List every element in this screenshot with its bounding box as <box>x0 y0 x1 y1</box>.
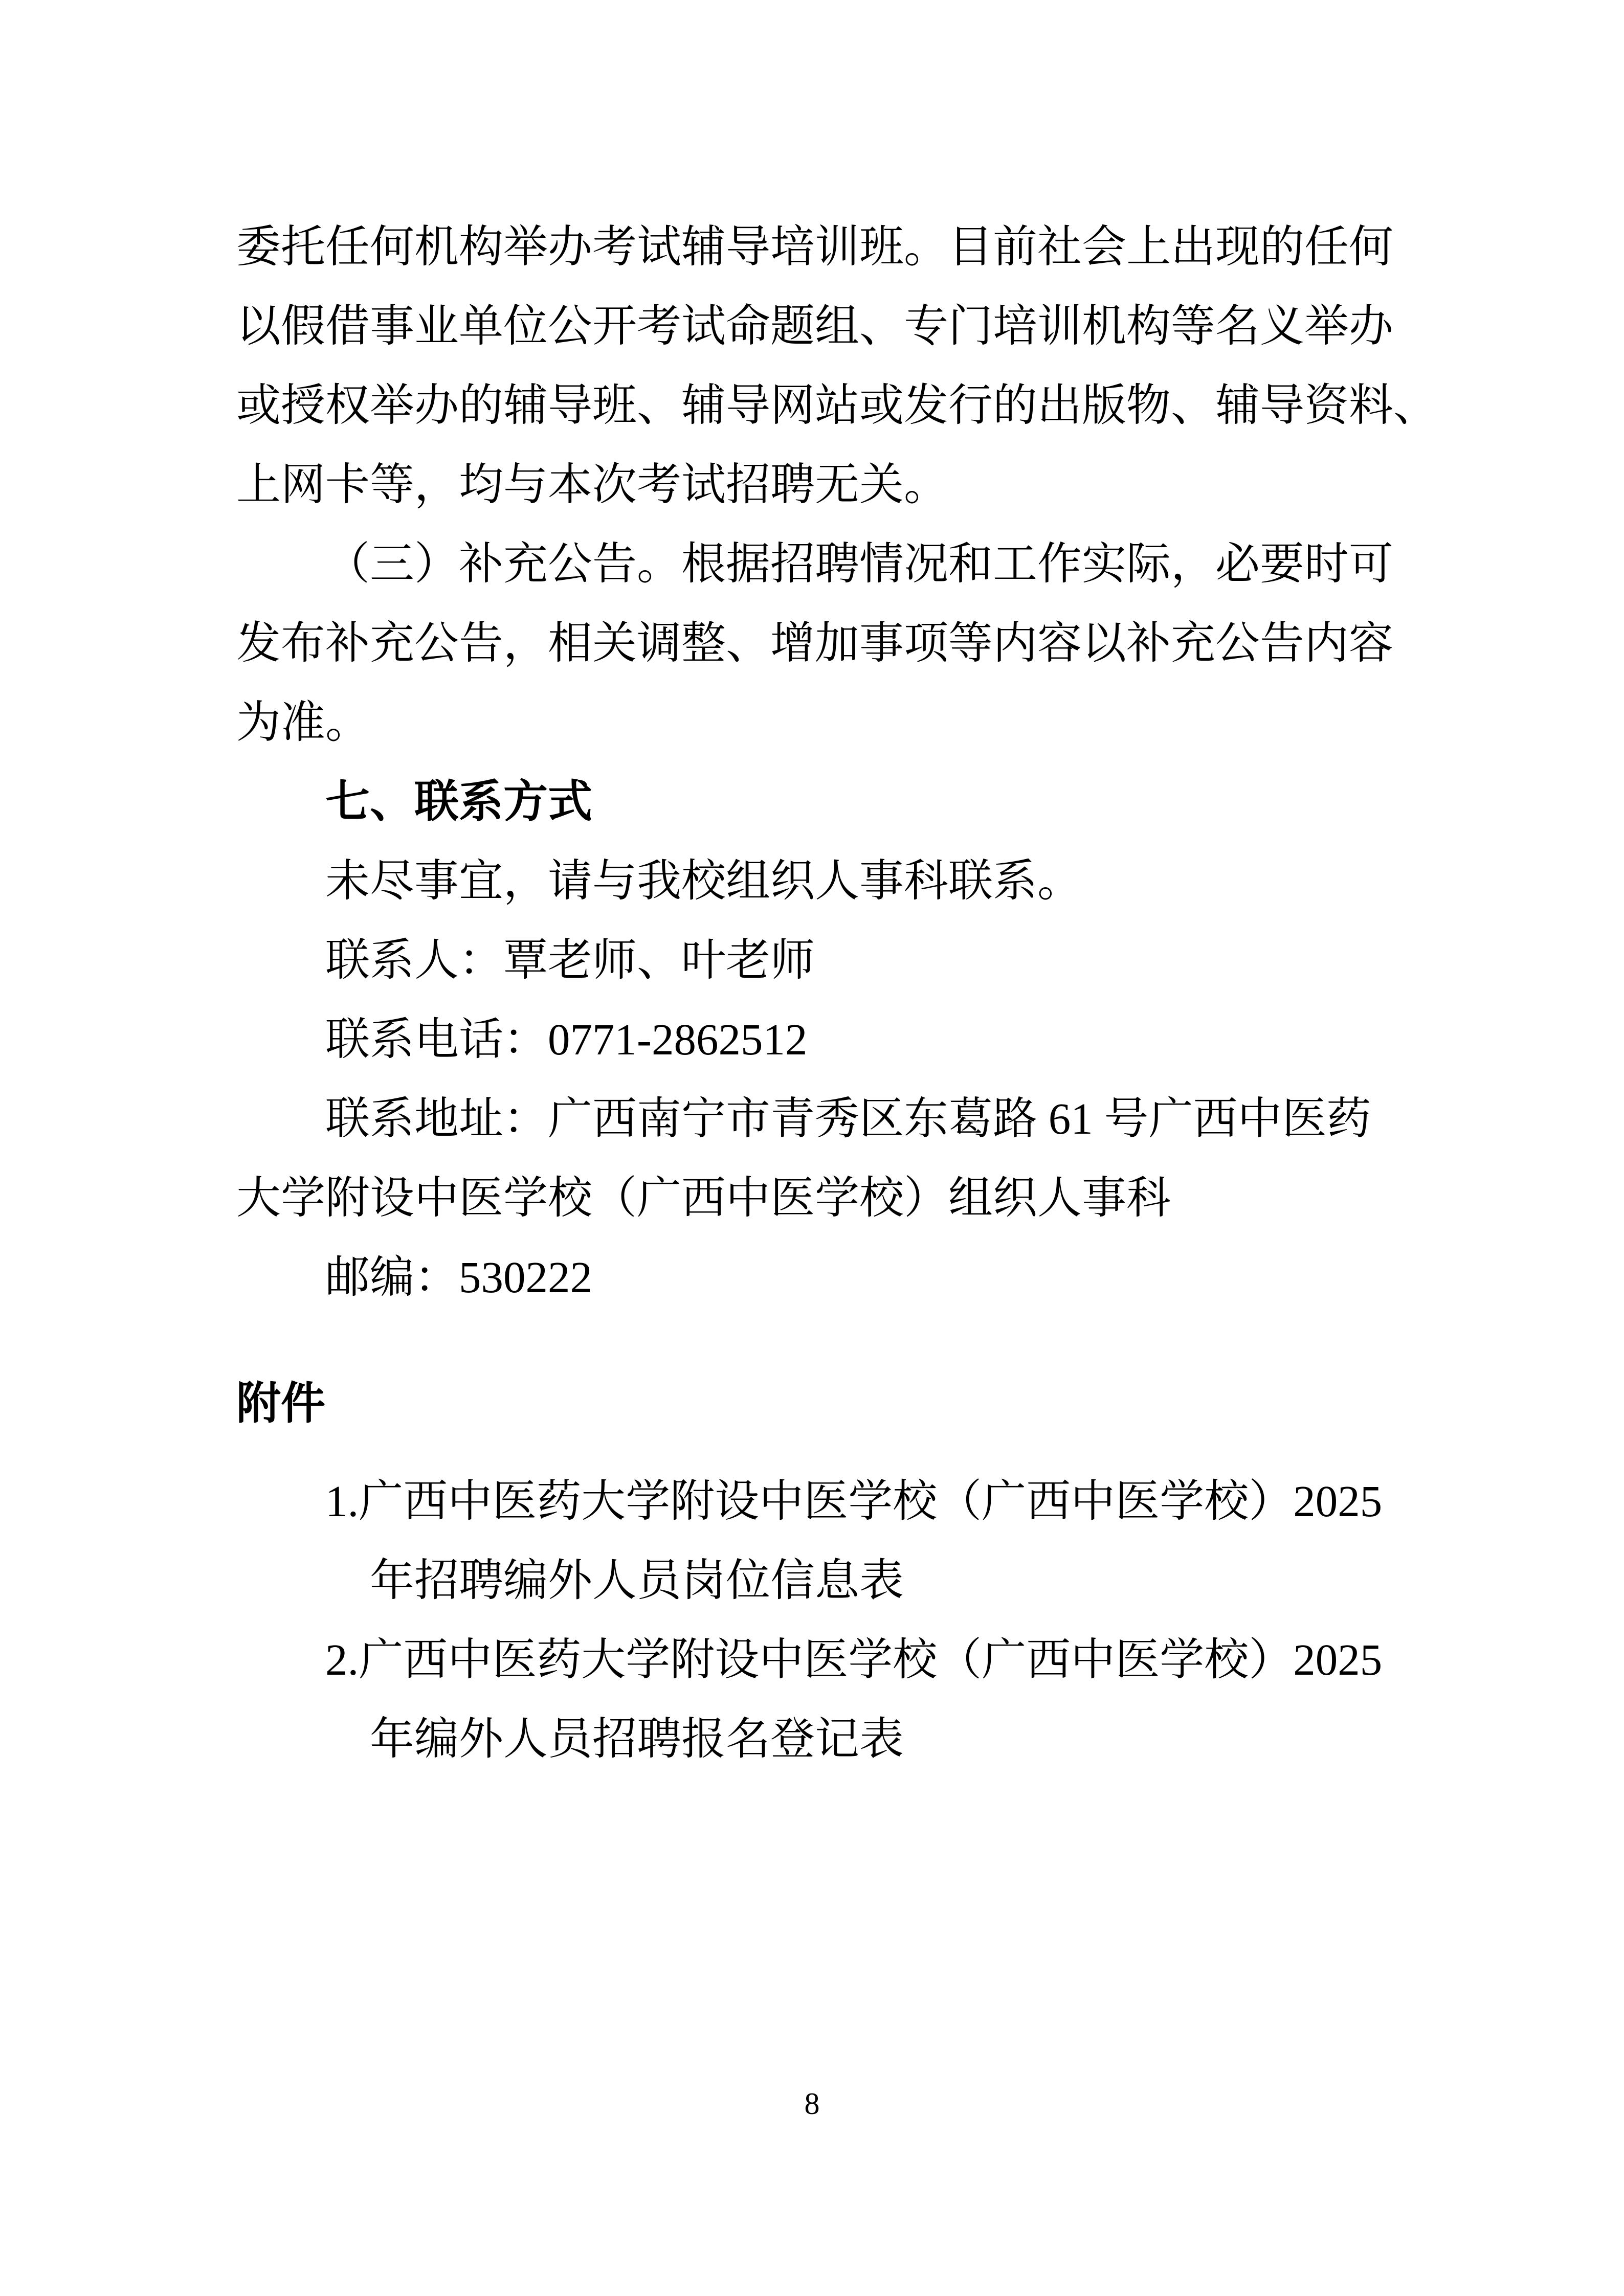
para-supplementary-notice-line1: （三）补充公告。根据招聘情况和工作实际，必要时可 <box>325 539 1393 589</box>
attachment-item2-line1: 2.广西中医药大学附设中医学校（广西中医学校）2025 <box>325 1635 1383 1684</box>
contact-person: 联系人：覃老师、叶老师 <box>325 935 815 985</box>
contact-address-line2: 大学附设中医学校（广西中医学校）组织人事科 <box>236 1173 1171 1223</box>
para-exam-training-line4: 上网卡等，均与本次考试招聘无关。 <box>236 460 948 509</box>
contact-address-line1: 联系地址：广西南宁市青秀区东葛路 61 号广西中医药 <box>325 1094 1371 1143</box>
attachments-heading: 附件 <box>236 1379 325 1428</box>
document-body <box>236 207 1438 1779</box>
section-heading-contact: 七、联系方式 <box>325 777 592 826</box>
para-exam-training-line3: 或授权举办的辅导班、辅导网站或发行的出版物、辅导资料、 <box>236 380 1438 430</box>
attachment-item1-line1: 1.广西中医药大学附设中医学校（广西中医学校）2025 <box>325 1476 1383 1526</box>
para-exam-training-line2: 以假借事业单位公开考试命题组、专门培训机构等名义举办 <box>236 301 1393 351</box>
attachment-item2-line2: 年编外人员招聘报名登记表 <box>370 1714 904 1764</box>
para-exam-training-line1: 委托任何机构举办考试辅导培训班。目前社会上出现的任何 <box>236 222 1393 272</box>
page-number: 8 <box>804 2087 820 2121</box>
contact-postal-code: 邮编：530222 <box>325 1252 592 1302</box>
attachment-item1-line2: 年招聘编外人员岗位信息表 <box>370 1556 904 1605</box>
para-supplementary-notice-line3: 为准。 <box>236 697 370 747</box>
para-supplementary-notice-line2: 发布补充公告，相关调整、增加事项等内容以补充公告内容 <box>236 618 1393 668</box>
contact-phone: 联系电话：0771-2862512 <box>325 1015 808 1064</box>
contact-intro: 未尽事宜，请与我校组织人事科联系。 <box>325 856 1082 906</box>
